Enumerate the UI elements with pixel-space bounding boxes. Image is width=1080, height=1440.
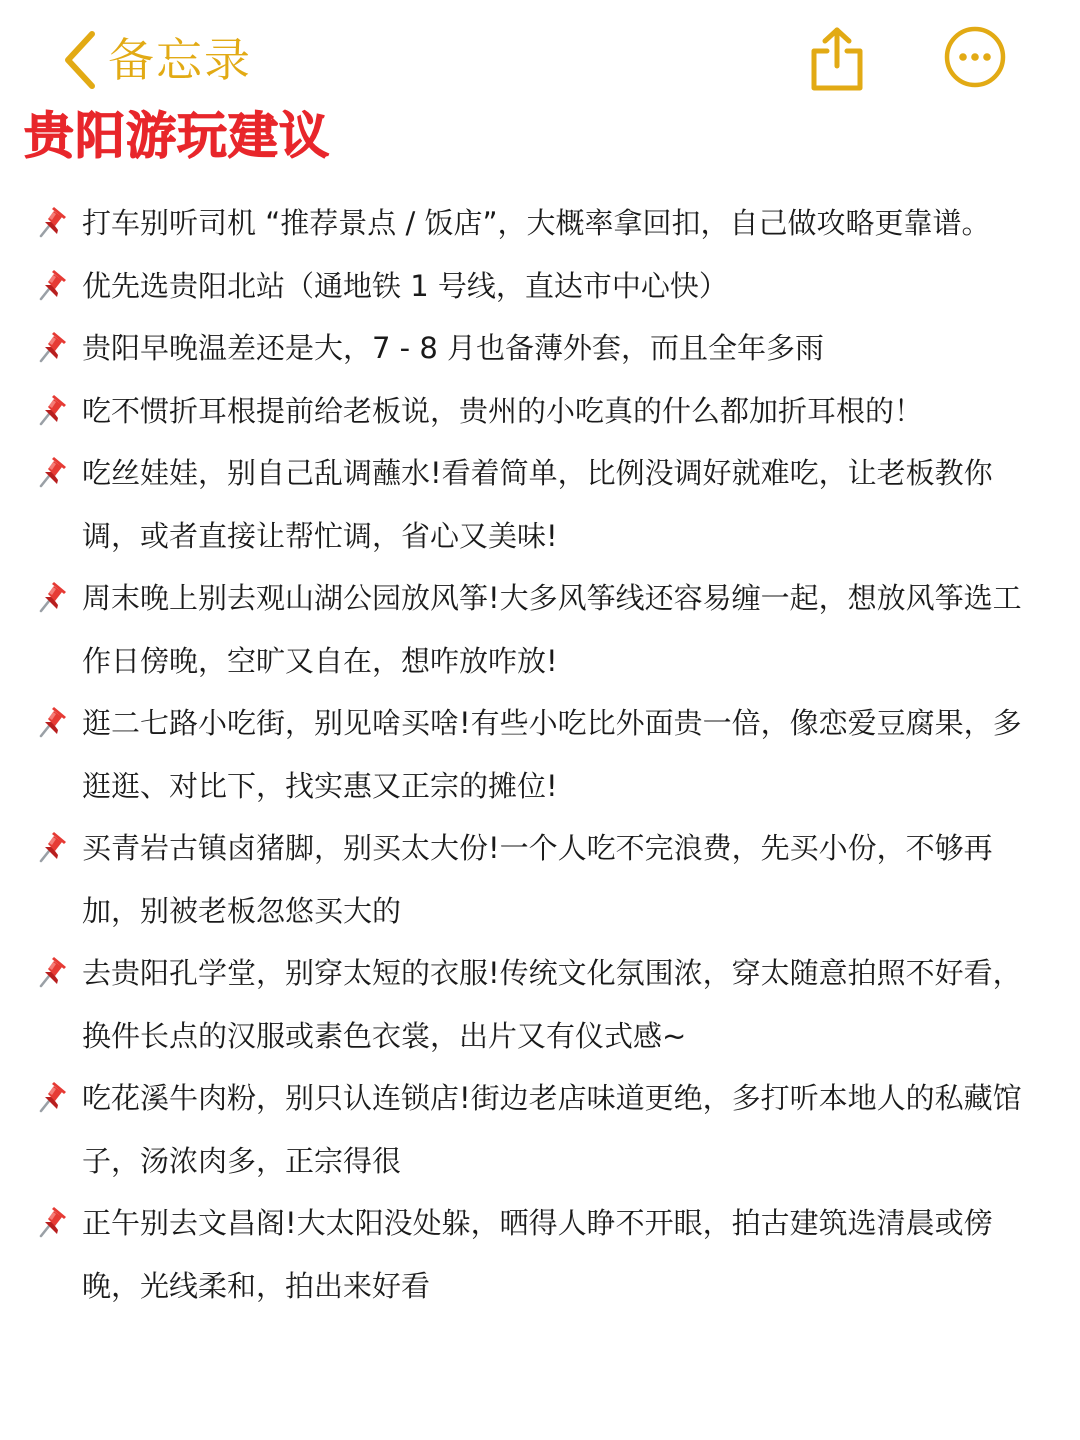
tip-text: 吃不惯折耳根提前给老板说，贵州的小吃真的什么都加折耳根的！: [82, 393, 924, 428]
tip-item: [36, 1192, 1046, 1317]
tips-list: [36, 192, 1046, 1317]
tip-text: 吃花溪牛肉粉，别只认连锁店!街边老店味道更绝，多打听本地人的私藏馆子，汤浓肉多，正宗得很: [82, 1081, 1022, 1178]
tip-text: 吃丝娃娃，别自己乱调蘸水!看着简单，比例没调好就难吃，让老板教你调，或者直接让帮忙调，省心又美味!: [82, 456, 993, 553]
tip-text: 去贵阳孔学堂，别穿太短的衣服!传统文化氛围浓，穿太随意拍照不好看，换件长点的汉服或素色衣裳，出片又有仪式感~: [82, 956, 1022, 1053]
pushpin-icon: [36, 955, 66, 989]
tip-item: [36, 692, 1046, 817]
tip-item: [36, 380, 1046, 443]
pushpin-icon: [36, 830, 66, 864]
tip-item: [36, 567, 1046, 692]
tip-text: 优先选贵阳北站（通地铁 1 号线，直达市中心快）: [82, 268, 728, 303]
tip-item: [36, 942, 1046, 1067]
share-button[interactable]: [808, 26, 866, 92]
tip-item: [36, 442, 1046, 567]
pushpin-icon: [36, 1205, 66, 1239]
back-button[interactable]: [60, 28, 252, 92]
tip-text: 打车别听司机 “推荐景点 / 饭店”，大概率拿回扣，自己做攻略更靠谱。: [82, 206, 991, 240]
note-title: 贵阳游玩建议: [24, 107, 330, 165]
more-icon: [942, 24, 1008, 90]
back-label: 备忘录: [108, 33, 252, 87]
pushpin-icon: [36, 1080, 66, 1114]
tip-item: [36, 255, 1046, 318]
nav-bar: [0, 20, 1080, 100]
pushpin-icon: [36, 330, 66, 364]
pushpin-icon: [36, 705, 66, 739]
tip-text: 买青岩古镇卤猪脚，别买太大份!一个人吃不完浪费，先买小份，不够再加，别被老板忽悠买大的: [82, 831, 993, 928]
pushpin-icon: [36, 580, 66, 614]
share-icon: [808, 26, 866, 92]
tip-item: [36, 1067, 1046, 1192]
pushpin-icon: [36, 455, 66, 489]
tip-text: 贵阳早晚温差还是大，7 - 8 月也备薄外套，而且全年多雨: [82, 331, 825, 365]
tip-item: [36, 317, 1046, 380]
pushpin-icon: [36, 205, 66, 239]
tip-text: 逛二七路小吃街，别见啥买啥!有些小吃比外面贵一倍，像恋爱豆腐果，多逛逛、对比下，找实惠又正宗的摊位!: [82, 706, 1022, 803]
tip-text: 周末晚上别去观山湖公园放风筝!大多风筝线还容易缠一起，想放风筝选工作日傍晚，空旷又自在，想咋放咋放!: [82, 581, 1022, 678]
tip-text: 正午别去文昌阁!大太阳没处躲，晒得人睁不开眼，拍古建筑选清晨或傍晚，光线柔和，拍出来好看: [82, 1206, 993, 1303]
more-button[interactable]: [942, 24, 1008, 90]
tip-item: [36, 817, 1046, 942]
chevron-left-icon: [60, 28, 100, 92]
pushpin-icon: [36, 268, 66, 302]
pushpin-icon: [36, 393, 66, 427]
tip-item: [36, 192, 1046, 255]
